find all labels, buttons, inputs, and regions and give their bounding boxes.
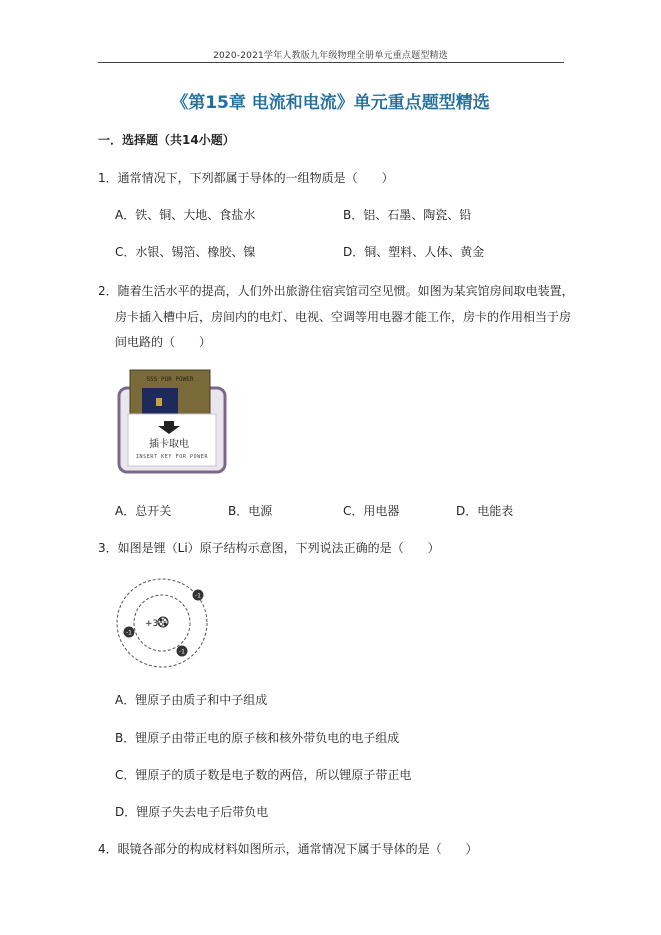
q2-option-a: A．总开关 <box>115 504 172 518</box>
q2-line-1: 2．随着生活水平的提高，人们外出旅游住宿宾馆司空见惯。如图为某宾馆房间取电装置， <box>98 284 574 298</box>
electron-top-right <box>193 590 204 601</box>
q1-option-c: C．水银、锡箔、橡胶、镍 <box>115 245 256 259</box>
q3-stem: 3．如图是锂（Li）原子结构示意图，下列说法正确的是（ ） <box>98 541 440 555</box>
q1-option-b: B．铝、石墨、陶瓷、铅 <box>343 208 472 222</box>
nucleus <box>158 617 168 627</box>
q3-option-d: D．锂原子失去电子后带负电 <box>115 805 269 819</box>
q3-option-a: A．锂原子由质子和中子组成 <box>115 693 268 707</box>
q2-option-b: B．电源 <box>228 504 273 518</box>
q3-option-b: B．锂原子由带正电的原子核和核外带负电的电子组成 <box>115 731 400 745</box>
svg-text:-1: -1 <box>195 592 201 600</box>
q2-option-c: C．用电器 <box>343 504 400 518</box>
insert-sub-label: INSERT KEY FOR POWER <box>135 454 209 460</box>
q1-stem: 1．通常情况下，下列都属于导体的一组物质是（ ） <box>98 171 394 185</box>
page-header: 2020-2021学年人教版九年级物理全册单元重点题型精选 <box>213 51 448 61</box>
q1-option-d: D．铜、塑料、人体、黄金 <box>343 245 485 259</box>
card-slot-figure <box>116 368 228 478</box>
q1-option-a: A．铁、铜、大地、食盐水 <box>115 208 256 222</box>
svg-text:-1: -1 <box>126 629 132 637</box>
lithium-atom-figure <box>112 575 212 671</box>
card-picture-light <box>156 398 162 406</box>
electron-left <box>124 627 135 638</box>
q2-line-3: 间电路的（ ） <box>115 335 212 349</box>
insert-label: 插卡取电 <box>149 439 189 450</box>
card-text: SSS POR POWER <box>146 376 194 383</box>
q2-line-2: 房卡插入槽中后，房间内的电灯、电视、空调等用电器才能工作，房卡的作用相当于房 <box>115 310 572 324</box>
q2-option-d: D．电能表 <box>456 504 514 518</box>
header-rule <box>98 62 564 63</box>
q3-option-c: C．锂原子的质子数是电子数的两倍，所以锂原子带正电 <box>115 768 412 782</box>
section-heading: 一．选择题（共14小题） <box>98 133 235 147</box>
document-title: 《第15章 电流和电流》单元重点题型精选 <box>171 93 490 113</box>
electron-bottom <box>177 646 188 657</box>
q4-stem: 4．眼镜各部分的构成材料如图所示，通常情况下属于导体的是（ ） <box>98 842 478 856</box>
nucleus-charge-label: +3 <box>145 619 159 629</box>
svg-text:-1: -1 <box>179 648 185 656</box>
